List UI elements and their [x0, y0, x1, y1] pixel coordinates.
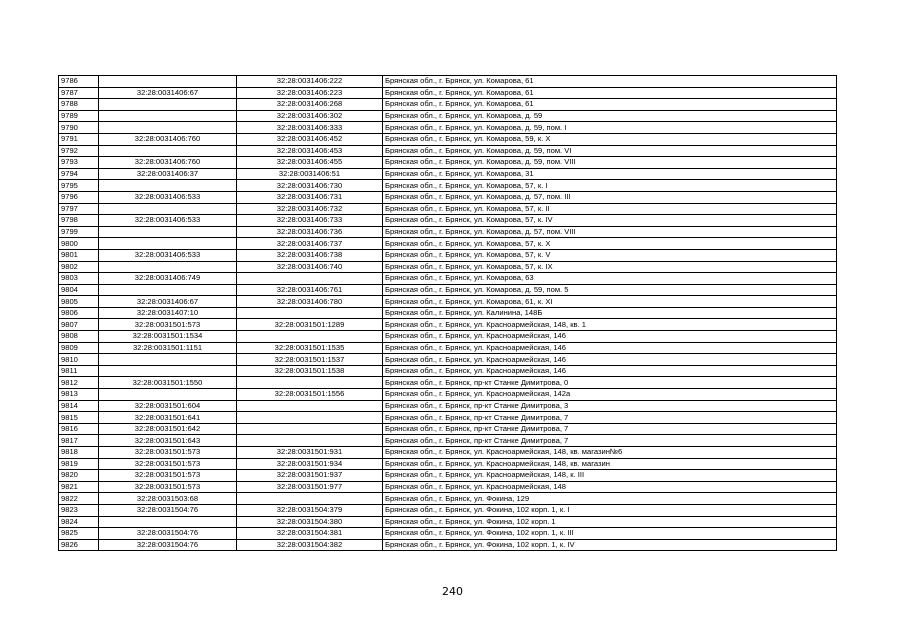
row-number-cell: 9824: [59, 516, 99, 528]
address-cell: Брянская обл., г. Брянск, ул. Комарова, 57, к. I: [383, 180, 837, 192]
row-number-cell: 9818: [59, 447, 99, 459]
address-cell: Брянская обл., г. Брянск, пр-кт Станке Димитрова, 0: [383, 377, 837, 389]
address-cell: Брянская обл., г. Брянск, ул. Комарова, 59, к. X: [383, 133, 837, 145]
row-number-cell: 9825: [59, 528, 99, 540]
address-cell: Брянская обл., г. Брянск, ул. Комарова, д. 57, пом. III: [383, 191, 837, 203]
land-plot-cadastral-cell: 32:28:0031406:37: [99, 168, 237, 180]
land-plot-cadastral-cell: 32:28:0031501:573: [99, 481, 237, 493]
row-number-cell: 9802: [59, 261, 99, 273]
table-row: [59, 168, 837, 180]
address-cell: Брянская обл., г. Брянск, ул. Красноармейская, 148, кв. магазин: [383, 458, 837, 470]
object-cadastral-cell: 32:28:0031406:222: [237, 76, 383, 88]
land-plot-cadastral-cell: [99, 76, 237, 88]
table-row: [59, 203, 837, 215]
land-plot-cadastral-cell: 32:28:0031503:68: [99, 493, 237, 505]
table-row: [59, 261, 837, 273]
row-number-cell: 9812: [59, 377, 99, 389]
address-cell: Брянская обл., г. Брянск, пр-кт Станке Димитрова, 7: [383, 435, 837, 447]
address-cell: Брянская обл., г. Брянск, ул. Комарова, 57, к. X: [383, 238, 837, 250]
row-number-cell: 9793: [59, 157, 99, 169]
table-row: [59, 145, 837, 157]
land-plot-cadastral-cell: 32:28:0031406:67: [99, 296, 237, 308]
address-cell: Брянская обл., г. Брянск, ул. Комарова, д. 59, пом. 5: [383, 284, 837, 296]
address-cell: Брянская обл., г. Брянск, ул. Фокина, 129: [383, 493, 837, 505]
address-cell: Брянская обл., г. Брянск, ул. Красноармейская, 146: [383, 331, 837, 343]
object-cadastral-cell: 32:28:0031501:1538: [237, 365, 383, 377]
row-number-cell: 9813: [59, 389, 99, 401]
object-cadastral-cell: 32:28:0031501:977: [237, 481, 383, 493]
address-cell: Брянская обл., г. Брянск, пр-кт Станке Димитрова, 7: [383, 423, 837, 435]
land-plot-cadastral-cell: 32:28:0031501:641: [99, 412, 237, 424]
table-row: [59, 238, 837, 250]
land-plot-cadastral-cell: [99, 226, 237, 238]
table-row: [59, 110, 837, 122]
table-row: [59, 215, 837, 227]
object-cadastral-cell: 32:28:0031406:302: [237, 110, 383, 122]
land-plot-cadastral-cell: 32:28:0031407:10: [99, 307, 237, 319]
object-cadastral-cell: 32:28:0031501:1537: [237, 354, 383, 366]
table-row: [59, 412, 837, 424]
object-cadastral-cell: 32:28:0031406:732: [237, 203, 383, 215]
address-cell: Брянская обл., г. Брянск, ул. Комарова, д. 59, пом. VIII: [383, 157, 837, 169]
land-plot-cadastral-cell: 32:28:0031501:573: [99, 470, 237, 482]
object-cadastral-cell: [237, 331, 383, 343]
object-cadastral-cell: 32:28:0031406:733: [237, 215, 383, 227]
object-cadastral-cell: 32:28:0031501:1289: [237, 319, 383, 331]
row-number-cell: 9805: [59, 296, 99, 308]
row-number-cell: 9822: [59, 493, 99, 505]
land-plot-cadastral-cell: [99, 122, 237, 134]
land-plot-cadastral-cell: [99, 261, 237, 273]
land-plot-cadastral-cell: 32:28:0031501:573: [99, 458, 237, 470]
address-cell: Брянская обл., г. Брянск, ул. Фокина, 102 корп. 1, к. III: [383, 528, 837, 540]
object-cadastral-cell: [237, 377, 383, 389]
land-plot-cadastral-cell: [99, 110, 237, 122]
table-row: [59, 331, 837, 343]
land-plot-cadastral-cell: 32:28:0031406:760: [99, 157, 237, 169]
row-number-cell: 9800: [59, 238, 99, 250]
land-plot-cadastral-cell: 32:28:0031406:749: [99, 273, 237, 285]
row-number-cell: 9806: [59, 307, 99, 319]
object-cadastral-cell: [237, 435, 383, 447]
row-number-cell: 9797: [59, 203, 99, 215]
land-plot-cadastral-cell: [99, 238, 237, 250]
land-plot-cadastral-cell: [99, 516, 237, 528]
address-cell: Брянская обл., г. Брянск, ул. Калинина, 148Б: [383, 307, 837, 319]
address-cell: Брянская обл., г. Брянск, ул. Комарова, д. 59, пом. VI: [383, 145, 837, 157]
object-cadastral-cell: 32:28:0031406:740: [237, 261, 383, 273]
object-cadastral-cell: 32:28:0031504:381: [237, 528, 383, 540]
object-cadastral-cell: [237, 400, 383, 412]
table-row: [59, 296, 837, 308]
land-plot-cadastral-cell: 32:28:0031406:67: [99, 87, 237, 99]
object-cadastral-cell: 32:28:0031501:1556: [237, 389, 383, 401]
land-plot-cadastral-cell: [99, 145, 237, 157]
cadastral-registry-table: [58, 75, 837, 551]
table-row: [59, 99, 837, 111]
address-cell: Брянская обл., г. Брянск, ул. Комарова, 57, к. II: [383, 203, 837, 215]
row-number-cell: 9796: [59, 191, 99, 203]
land-plot-cadastral-cell: 32:28:0031501:643: [99, 435, 237, 447]
address-cell: Брянская обл., г. Брянск, ул. Красноармейская, 148, к. III: [383, 470, 837, 482]
land-plot-cadastral-cell: 32:28:0031504:76: [99, 539, 237, 551]
object-cadastral-cell: 32:28:0031406:452: [237, 133, 383, 145]
land-plot-cadastral-cell: 32:28:0031406:533: [99, 191, 237, 203]
object-cadastral-cell: 32:28:0031501:931: [237, 447, 383, 459]
row-number-cell: 9792: [59, 145, 99, 157]
table-row: [59, 423, 837, 435]
address-cell: Брянская обл., г. Брянск, ул. Фокина, 102 корп. 1: [383, 516, 837, 528]
land-plot-cadastral-cell: 32:28:0031504:76: [99, 528, 237, 540]
object-cadastral-cell: [237, 307, 383, 319]
object-cadastral-cell: 32:28:0031501:1535: [237, 342, 383, 354]
object-cadastral-cell: 32:28:0031504:379: [237, 504, 383, 516]
row-number-cell: 9798: [59, 215, 99, 227]
row-number-cell: 9803: [59, 273, 99, 285]
land-plot-cadastral-cell: 32:28:0031501:1534: [99, 331, 237, 343]
table-row: [59, 76, 837, 88]
row-number-cell: 9811: [59, 365, 99, 377]
land-plot-cadastral-cell: 32:28:0031501:1550: [99, 377, 237, 389]
object-cadastral-cell: 32:28:0031504:380: [237, 516, 383, 528]
object-cadastral-cell: 32:28:0031406:736: [237, 226, 383, 238]
object-cadastral-cell: 32:28:0031406:780: [237, 296, 383, 308]
object-cadastral-cell: 32:28:0031406:737: [237, 238, 383, 250]
address-cell: Брянская обл., г. Брянск, ул. Комарова, д. 57, пом. VIII: [383, 226, 837, 238]
address-cell: Брянская обл., г. Брянск, ул. Красноармейская, 146: [383, 354, 837, 366]
object-cadastral-cell: 32:28:0031501:937: [237, 470, 383, 482]
row-number-cell: 9791: [59, 133, 99, 145]
table-row: [59, 284, 837, 296]
address-cell: Брянская обл., г. Брянск, ул. Комарова, 61, к. XI: [383, 296, 837, 308]
table-row: [59, 226, 837, 238]
address-cell: Брянская обл., г. Брянск, ул. Красноармейская, 146: [383, 365, 837, 377]
row-number-cell: 9799: [59, 226, 99, 238]
table-row: [59, 273, 837, 285]
land-plot-cadastral-cell: [99, 365, 237, 377]
row-number-cell: 9810: [59, 354, 99, 366]
table-row: [59, 180, 837, 192]
table-row: [59, 354, 837, 366]
object-cadastral-cell: 32:28:0031406:761: [237, 284, 383, 296]
table-row: [59, 87, 837, 99]
address-cell: Брянская обл., г. Брянск, ул. Комарова, 61: [383, 99, 837, 111]
address-cell: Брянская обл., г. Брянск, ул. Комарова, д. 59: [383, 110, 837, 122]
address-cell: Брянская обл., г. Брянск, ул. Красноармейская, 142а: [383, 389, 837, 401]
address-cell: Брянская обл., г. Брянск, пр-кт Станке Димитрова, 7: [383, 412, 837, 424]
object-cadastral-cell: 32:28:0031504:382: [237, 539, 383, 551]
object-cadastral-cell: 32:28:0031406:455: [237, 157, 383, 169]
object-cadastral-cell: [237, 273, 383, 285]
row-number-cell: 9794: [59, 168, 99, 180]
land-plot-cadastral-cell: 32:28:0031501:573: [99, 319, 237, 331]
table-row: [59, 528, 837, 540]
row-number-cell: 9804: [59, 284, 99, 296]
address-cell: Брянская обл., г. Брянск, ул. Комарова, 31: [383, 168, 837, 180]
address-cell: Брянская обл., г. Брянск, пр-кт Станке Димитрова, 3: [383, 400, 837, 412]
row-number-cell: 9826: [59, 539, 99, 551]
address-cell: Брянская обл., г. Брянск, ул. Фокина, 102 корп. 1, к. IV: [383, 539, 837, 551]
row-number-cell: 9790: [59, 122, 99, 134]
object-cadastral-cell: 32:28:0031406:738: [237, 249, 383, 261]
row-number-cell: 9823: [59, 504, 99, 516]
table-body: [59, 76, 837, 551]
table-row: [59, 319, 837, 331]
object-cadastral-cell: 32:28:0031501:934: [237, 458, 383, 470]
row-number-cell: 9819: [59, 458, 99, 470]
object-cadastral-cell: 32:28:0031406:223: [237, 87, 383, 99]
table-row: [59, 447, 837, 459]
address-cell: Брянская обл., г. Брянск, ул. Комарова, 61: [383, 87, 837, 99]
table-row: [59, 365, 837, 377]
address-cell: Брянская обл., г. Брянск, ул. Красноармейская, 148, кв. 1: [383, 319, 837, 331]
land-plot-cadastral-cell: [99, 284, 237, 296]
object-cadastral-cell: 32:28:0031406:333: [237, 122, 383, 134]
object-cadastral-cell: 32:28:0031406:731: [237, 191, 383, 203]
row-number-cell: 9789: [59, 110, 99, 122]
land-plot-cadastral-cell: [99, 180, 237, 192]
address-cell: Брянская обл., г. Брянск, ул. Комарова, 57, к. V: [383, 249, 837, 261]
row-number-cell: 9821: [59, 481, 99, 493]
table-row: [59, 389, 837, 401]
object-cadastral-cell: 32:28:0031406:453: [237, 145, 383, 157]
table-row: [59, 504, 837, 516]
table-row: [59, 458, 837, 470]
row-number-cell: 9820: [59, 470, 99, 482]
row-number-cell: 9787: [59, 87, 99, 99]
object-cadastral-cell: [237, 412, 383, 424]
address-cell: Брянская обл., г. Брянск, ул. Комарова, 63: [383, 273, 837, 285]
address-cell: Брянская обл., г. Брянск, ул. Комарова, д. 59, пом. I: [383, 122, 837, 134]
row-number-cell: 9817: [59, 435, 99, 447]
object-cadastral-cell: 32:28:0031406:268: [237, 99, 383, 111]
address-cell: Брянская обл., г. Брянск, ул. Фокина, 102 корп. 1, к. I: [383, 504, 837, 516]
land-plot-cadastral-cell: [99, 203, 237, 215]
row-number-cell: 9788: [59, 99, 99, 111]
land-plot-cadastral-cell: 32:28:0031501:604: [99, 400, 237, 412]
row-number-cell: 9816: [59, 423, 99, 435]
row-number-cell: 9808: [59, 331, 99, 343]
land-plot-cadastral-cell: [99, 99, 237, 111]
address-cell: Брянская обл., г. Брянск, ул. Комарова, 57, к. IV: [383, 215, 837, 227]
land-plot-cadastral-cell: 32:28:0031501:1151: [99, 342, 237, 354]
row-number-cell: 9814: [59, 400, 99, 412]
address-cell: Брянская обл., г. Брянск, ул. Красноармейская, 148: [383, 481, 837, 493]
land-plot-cadastral-cell: 32:28:0031406:533: [99, 215, 237, 227]
object-cadastral-cell: [237, 493, 383, 505]
table-row: [59, 307, 837, 319]
table-row: [59, 400, 837, 412]
row-number-cell: 9801: [59, 249, 99, 261]
table-row: [59, 133, 837, 145]
table-row: [59, 516, 837, 528]
table-row: [59, 157, 837, 169]
table-row: [59, 481, 837, 493]
object-cadastral-cell: 32:28:0031406:730: [237, 180, 383, 192]
table-row: [59, 249, 837, 261]
table-row: [59, 377, 837, 389]
address-cell: Брянская обл., г. Брянск, ул. Красноармейская, 146: [383, 342, 837, 354]
address-cell: Брянская обл., г. Брянск, ул. Комарова, 57, к. IX: [383, 261, 837, 273]
table-row: [59, 191, 837, 203]
land-plot-cadastral-cell: [99, 389, 237, 401]
table-row: [59, 493, 837, 505]
table-row: [59, 539, 837, 551]
land-plot-cadastral-cell: 32:28:0031501:642: [99, 423, 237, 435]
table-row: [59, 470, 837, 482]
address-cell: Брянская обл., г. Брянск, ул. Красноармейская, 148, кв. магазин№6: [383, 447, 837, 459]
address-cell: Брянская обл., г. Брянск, ул. Комарова, 61: [383, 76, 837, 88]
object-cadastral-cell: [237, 423, 383, 435]
table-row: [59, 435, 837, 447]
table-row: [59, 342, 837, 354]
land-plot-cadastral-cell: 32:28:0031504:76: [99, 504, 237, 516]
row-number-cell: 9809: [59, 342, 99, 354]
land-plot-cadastral-cell: 32:28:0031501:573: [99, 447, 237, 459]
object-cadastral-cell: 32:28:0031406:51: [237, 168, 383, 180]
land-plot-cadastral-cell: 32:28:0031406:533: [99, 249, 237, 261]
page-number: 240: [442, 585, 463, 598]
row-number-cell: 9795: [59, 180, 99, 192]
land-plot-cadastral-cell: [99, 354, 237, 366]
table-row: [59, 122, 837, 134]
row-number-cell: 9786: [59, 76, 99, 88]
land-plot-cadastral-cell: 32:28:0031406:760: [99, 133, 237, 145]
row-number-cell: 9807: [59, 319, 99, 331]
row-number-cell: 9815: [59, 412, 99, 424]
